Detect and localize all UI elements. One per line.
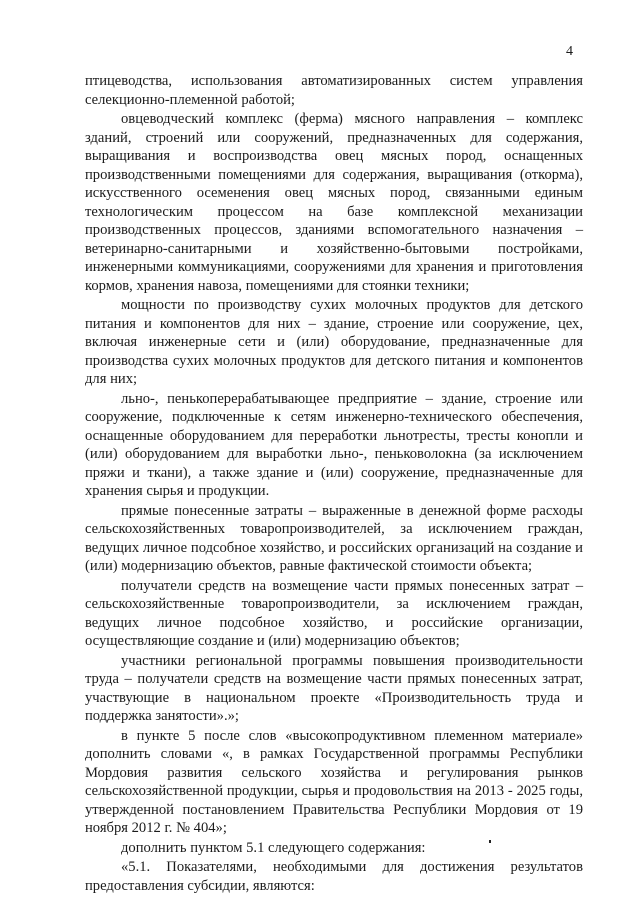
page-number: 4 xyxy=(566,44,573,59)
paragraph-clause-5-amendment: в пункте 5 после слов «высокопродуктивном племенном материале» дополнить словами «, в рамках Государственной программы Республики Мордовия развития сельского хозяйства и регулирования рынков сельскохозяйственной продукции, сырья и продовольствия на 2013 - 2025 годы, утвержденной постановлением Правительства Республики Мордовия от 19 ноября 2012 г. № 404»; xyxy=(85,727,583,836)
paragraph-sheep-complex-definition: овцеводческий комплекс (ферма) мясного направления – комплекс зданий, строений или сооружений, предназначенных для содержания, выращивания и воспроизводства овец мясных пород, оснащенных производственными помещениями для содержания, выращивания (откорма), искусственного осеменения овец мясных пород, связанными единым технологическим процессом на базе комплексной механизации производственных процессов, зданиями вспомогательного назначения – ветеринарно-санитарными и хозяйственно-бытовыми постройками, инженерными коммуникациями, сооружениями для хранения и приготовления кормов, хранения навоза, помещениями для стоянки техники; xyxy=(85,111,583,294)
paragraph-flax-hemp-enterprise-definition: льно-, пенькоперерабатывающее предприятие – здание, строение или сооружение, подключенные к сетям инженерно-технического обеспечения, оснащенные оборудованием для переработки льнотресты, тресты конопли и (или) оборудованием для выработки льно-, пеньковолокна (за исключением пряжи и ткани), а также здание и (или) сооружение, предназначенные для хранения сырья и продукции. xyxy=(85,390,583,499)
paragraph-add-clause-5-1: дополнить пунктом 5.1 следующего содержания: xyxy=(121,839,426,856)
paragraph-program-participants-definition: участники региональной программы повышения производительности труда – получатели средств на возмещение части прямых понесенных затрат, участвующие в национальном проекте «Производительность труда и поддержка занятости».»; xyxy=(85,652,583,724)
body-text xyxy=(85,72,583,895)
scan-speck xyxy=(489,840,491,843)
paragraph-direct-costs-definition: прямые понесенные затраты – выраженные в денежной форме расходы сельскохозяйственных товаропроизводителей, за исключением граждан, ведущих личное подсобное хозяйство, и российских организаций на создание и (или) модернизацию объектов, равные фактической стоимости объекта; xyxy=(85,502,583,574)
paragraph-recipients-definition: получатели средств на возмещение части прямых понесенных затрат – сельскохозяйственные товаропроизводители, за исключением граждан, ведущих личное подсобное хозяйство, и российские организации, осуществляющие создание и (или) модернизацию объектов; xyxy=(85,577,583,649)
paragraph-continuation: птицеводства, использования автоматизированных систем управления селекционно-племенной работой; xyxy=(85,73,583,108)
paragraph-dry-milk-capacity-definition: мощности по производству сухих молочных продуктов для детского питания и компонентов для них – здание, строение или сооружение, цех, включая инженерные сети и (или) оборудование, предназначенные для производства сухих молочных продуктов для детского питания и компонентов для них; xyxy=(85,297,583,387)
paragraph-clause-5-1-start: «5.1. Показателями, необходимыми для достижения результатов предоставления субсидии, являются: xyxy=(85,859,583,894)
